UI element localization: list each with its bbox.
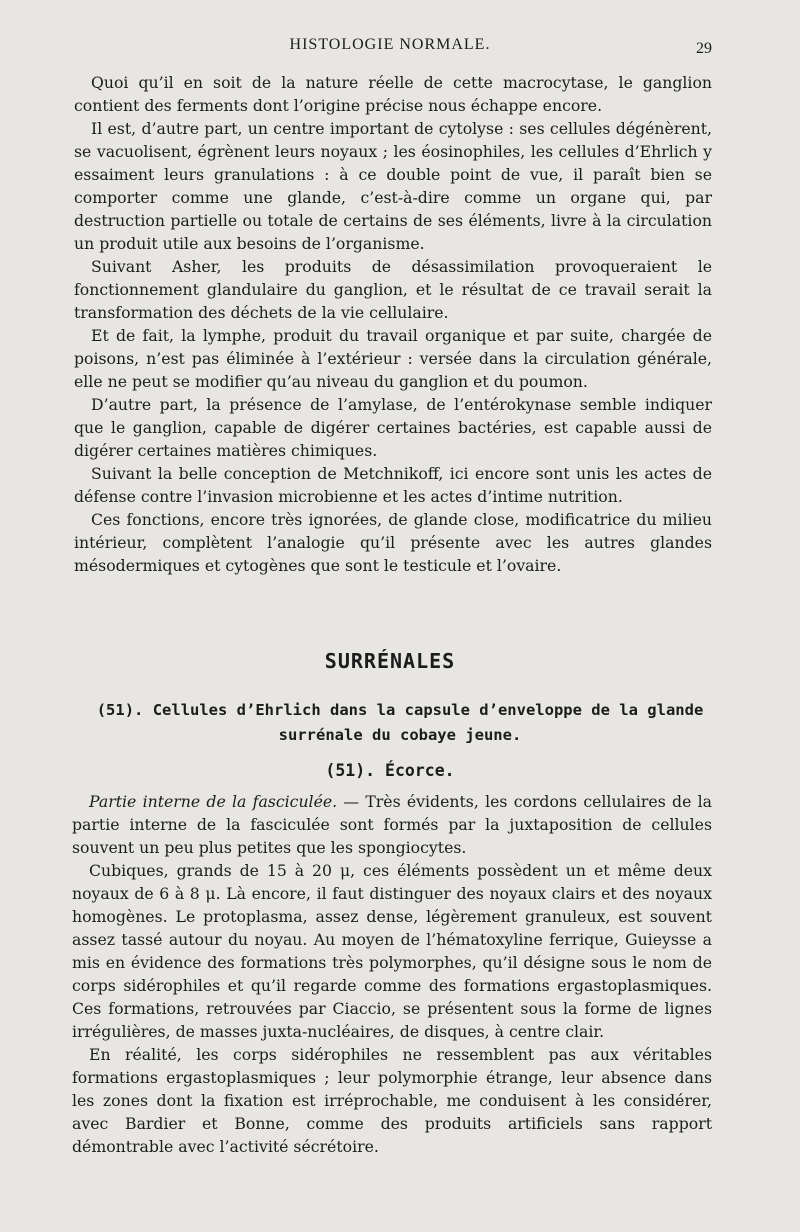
running-head (0, 36, 800, 58)
paragraph: Quoi qu’il en soit de la nature réelle de cette macrocytase, le ganglion contient des ferments dont l’origine précise nous échappe encore. (74, 73, 712, 115)
figure-caption: (51). Cellules d’Ehrlich dans la capsule d’enveloppe de la glande surrénale du cobaye jeune. (96, 701, 704, 744)
paragraph: Ces fonctions, encore très ignorées, de glande close, modificatrice du milieu intérieur, complètent l’analogie qu’il présente avec les autres glandes mésodermiques et cytogènes que sont le testicule et l’ovaire. (74, 510, 712, 575)
paragraph: Suivant la belle conception de Metchnikoff, ici encore sont unis les actes de défense contre l’invasion microbienne et les actes d’intime nutrition. (74, 464, 712, 506)
paragraph: Il est, d’autre part, un centre important de cytolyse : ses cellules dégénèrent, se vacuolisent, égrènent leurs noyaux ; les éosinophiles, les cellules d’Ehrlich y essaiment leurs granulations : à ce double point de vue, il paraît bien se comporter comme une glande, c’est-à-dire comme un organe qui, par destruction partielle ou totale de certains de ses éléments, livre à la circulation un produit utile aux besoins de l’organisme. (74, 119, 712, 253)
body-text-bottom (72, 790, 712, 1158)
paragraph: Cubiques, grands de 15 à 20 μ, ces éléments possèdent un et même deux noyaux de 6 à 8 μ. Là encore, il faut distinguer des noyaux clairs et des noyaux homogènes. Le protoplasma, assez dense, légèrement granuleux, est souvent assez tassé autour du noyau. Au moyen de l’hématoxyline ferrique, Guieysse a mis en évidence des formations très polymorphes, qu’il désigne sous le nom de corps sidérophiles et qu’il regarde comme des formations ergastoplasmiques. Ces formations, retrouvées par Ciaccio, se présentent sous la forme de lignes irrégulières, de masses juxta-nucléaires, de disques, à centre clair. (72, 861, 712, 1041)
subsection-title: (51). Écorce. (325, 761, 455, 780)
paragraph: Suivant Asher, les produits de désassimilation provoqueraient le fonctionnement glandulaire du ganglion, et le résultat de ce travail serait la transformation des déchets de la vie cellulaire. (74, 257, 712, 322)
paragraph: Et de fait, la lymphe, produit du travail organique et par suite, chargée de poisons, n’est pas éliminée à l’extérieur : versée dans la circulation générale, elle ne peut se modifier qu’au niveau du ganglion et du poumon. (74, 326, 712, 391)
paragraph: En réalité, les corps sidérophiles ne ressemblent pas aux véritables formations ergastoplasmiques ; leur polymorphie étrange, leur absence dans les zones dont la fixation est irréprochable, me conduisent à les considérer, avec Bardier et Bonne, comme des produits artificiels sans rapport démontrable avec l’activité sécrétoire. (72, 1045, 712, 1156)
section-title: SURRÉNALES (324, 649, 456, 673)
lead-rest: — Très évidents, les cordons cellulaires de la partie interne de la fasciculée sont formés par la juxtaposition de cellules souvent un peu plus petites que les spongiocytes. (72, 792, 712, 857)
running-title: HISTOLOGIE NORMALE. (289, 36, 491, 53)
lead-paragraph (72, 790, 712, 859)
page-number: 29 (696, 40, 712, 57)
lead-italic: Partie interne de la fasciculée. (89, 792, 338, 811)
paragraph: D’autre part, la présence de l’amylase, de l’entérokynase semble indiquer que le ganglion, capable de digérer certaines bactéries, est capable aussi de digérer certaines matières chimiques. (74, 395, 712, 460)
body-text-top (74, 71, 712, 577)
